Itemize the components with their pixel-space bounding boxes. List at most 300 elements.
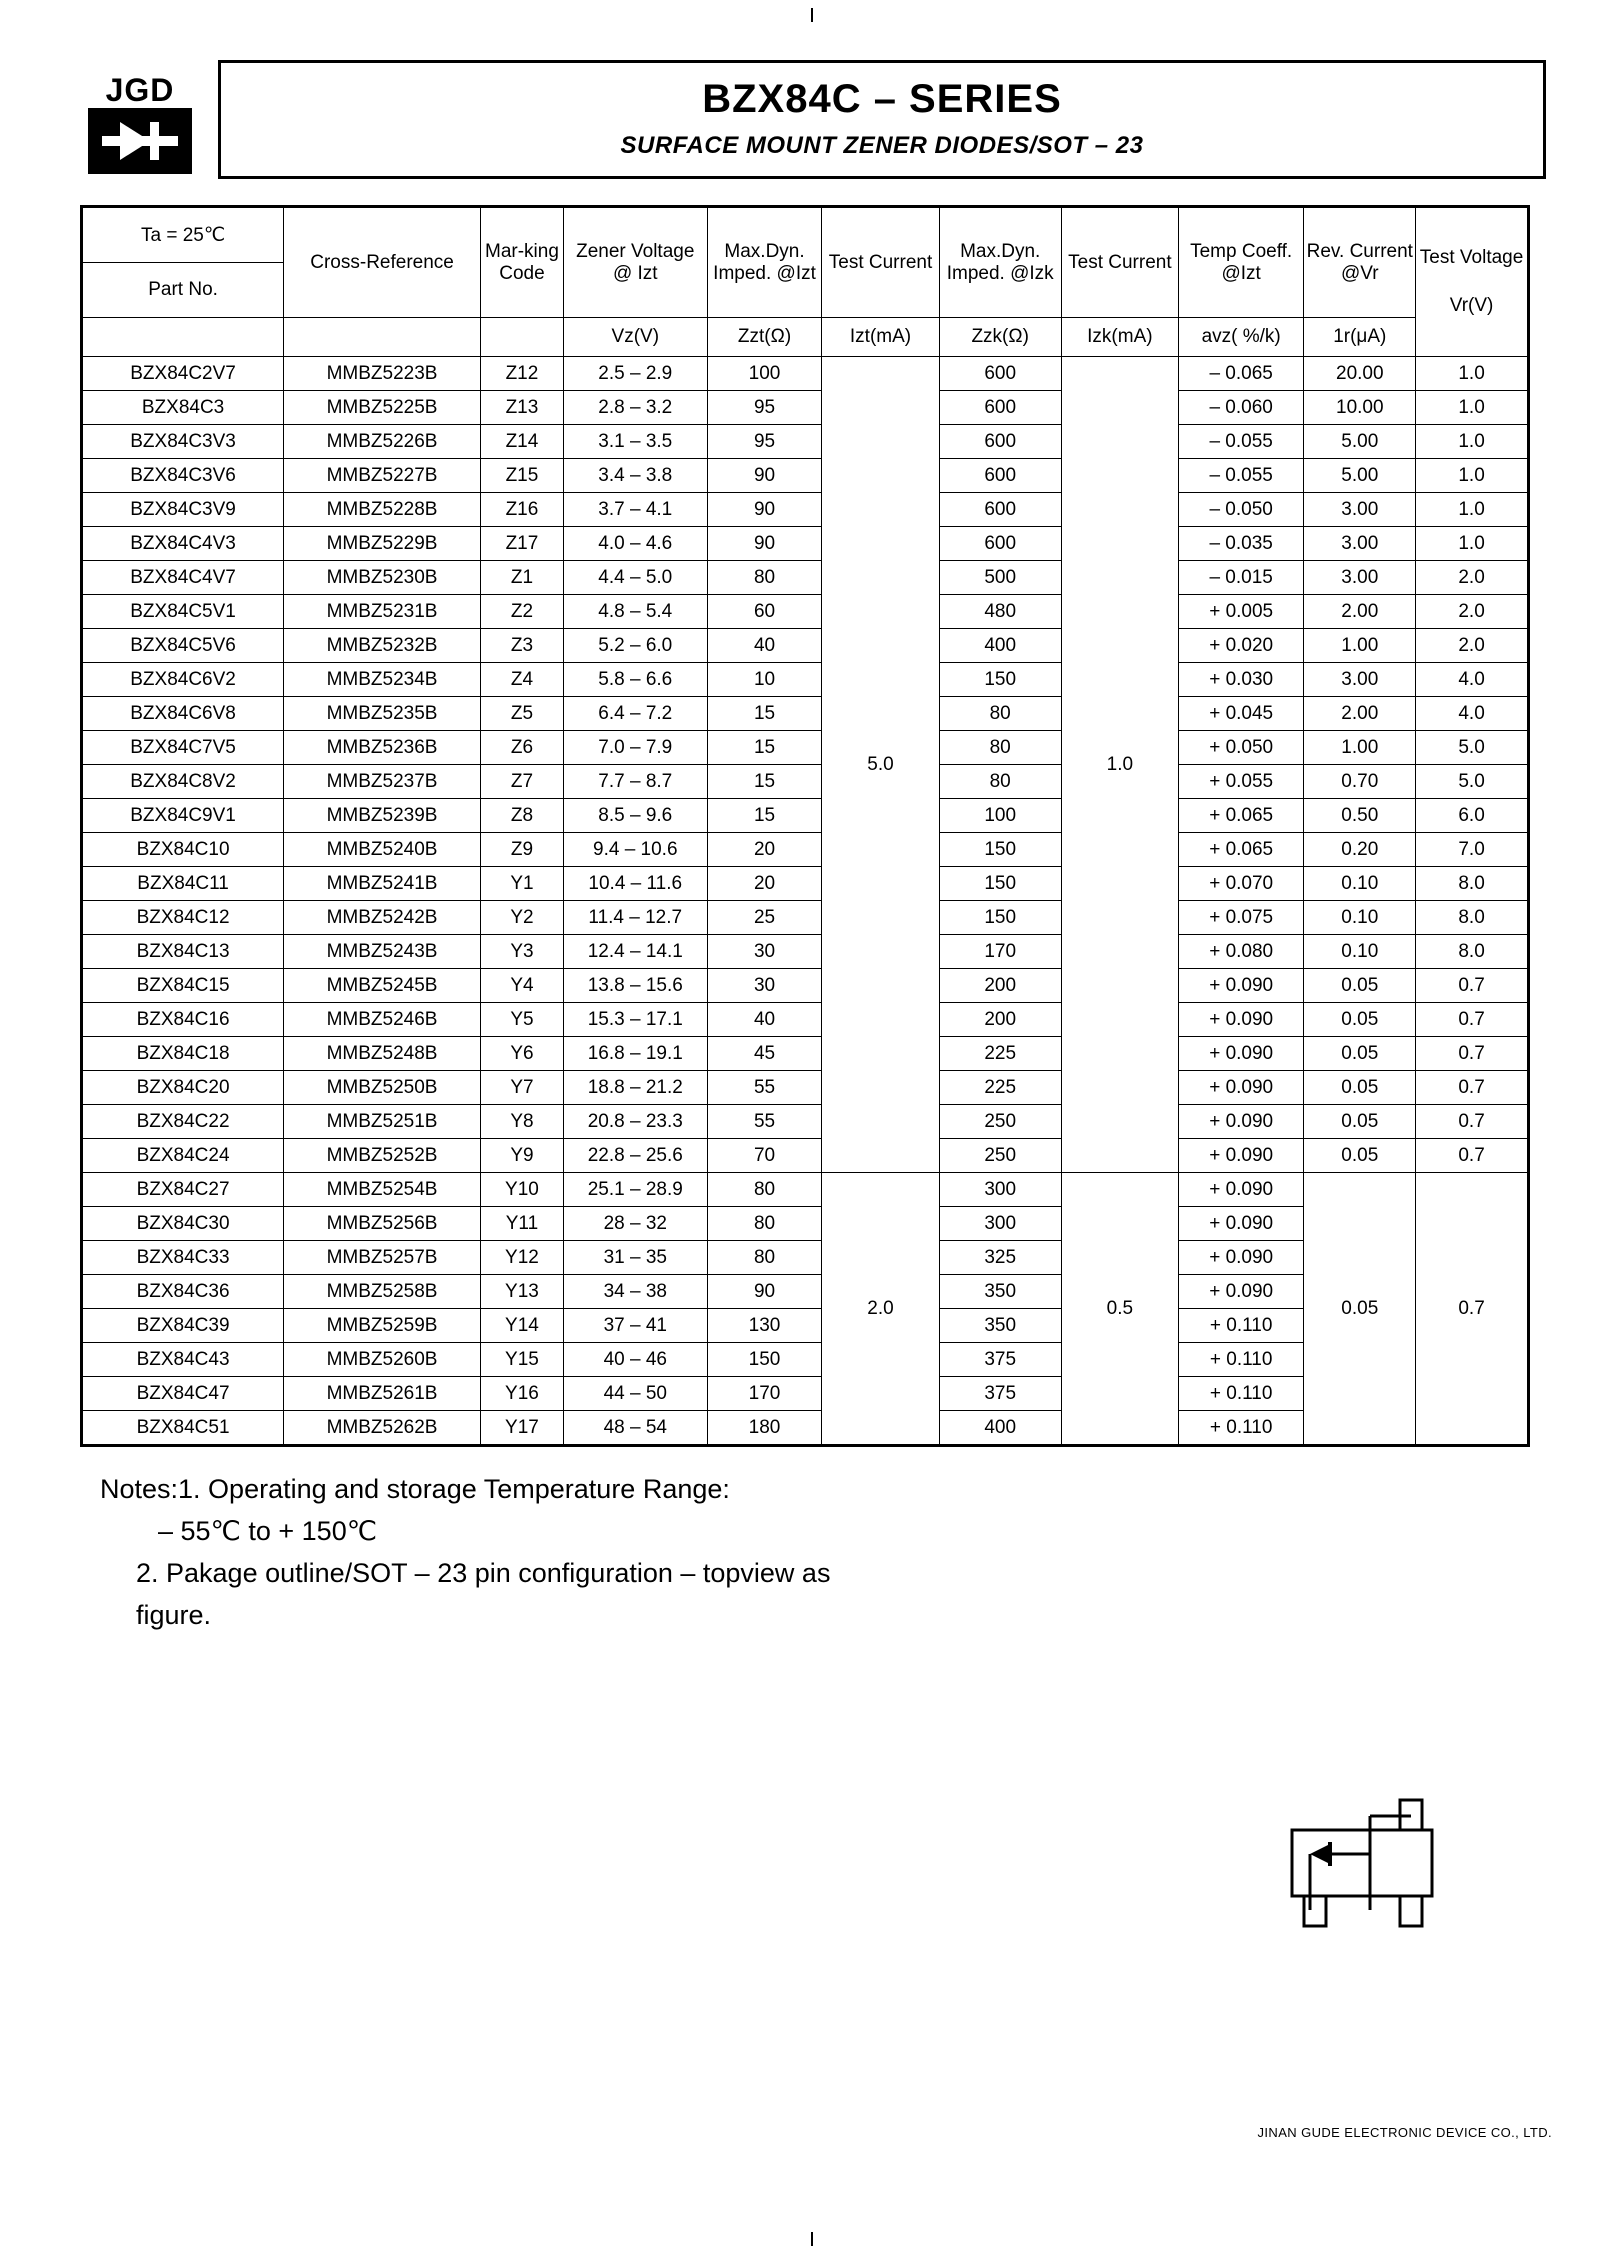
symbol-row [82, 318, 1529, 357]
cell-zzt: 150 [707, 1343, 822, 1377]
cell-part-no: BZX84C12 [82, 901, 284, 935]
title-block [218, 60, 1546, 179]
cell-part-no: BZX84C3V9 [82, 493, 284, 527]
cell-zzt: 55 [707, 1105, 822, 1139]
cell-zener-voltage: 34 – 38 [563, 1275, 707, 1309]
header-marking-code: Mar-king Code [480, 207, 563, 318]
cell-part-no: BZX84C10 [82, 833, 284, 867]
cell-part-no: BZX84C15 [82, 969, 284, 1003]
cell-rev-current: 3.00 [1304, 527, 1416, 561]
cell-test-voltage: 4.0 [1416, 697, 1529, 731]
cell-part-no: BZX84C3V6 [82, 459, 284, 493]
cell-cross-reference: MMBZ5237B [284, 765, 481, 799]
cell-marking-code: Y4 [480, 969, 563, 1003]
cell-part-no: BZX84C33 [82, 1241, 284, 1275]
cell-test-voltage: 1.0 [1416, 425, 1529, 459]
cell-cross-reference: MMBZ5234B [284, 663, 481, 697]
cell-zzt: 170 [707, 1377, 822, 1411]
cell-marking-code: Y3 [480, 935, 563, 969]
cell-zener-voltage: 15.3 – 17.1 [563, 1003, 707, 1037]
cell-marking-code: Z7 [480, 765, 563, 799]
table-row [82, 1173, 1529, 1207]
page-title: BZX84C – SERIES [702, 77, 1062, 121]
cell-rev-current: 0.05 [1304, 969, 1416, 1003]
cell-temp-coeff: + 0.070 [1178, 867, 1304, 901]
cell-test-voltage: 1.0 [1416, 493, 1529, 527]
cell-zzk: 150 [939, 833, 1061, 867]
cell-marking-code: Y11 [480, 1207, 563, 1241]
cell-zener-voltage: 28 – 32 [563, 1207, 707, 1241]
cell-temp-coeff: + 0.110 [1178, 1411, 1304, 1446]
cell-zener-voltage: 31 – 35 [563, 1241, 707, 1275]
cell-zener-voltage: 13.8 – 15.6 [563, 969, 707, 1003]
cell-zzt: 180 [707, 1411, 822, 1446]
cell-zzk: 400 [939, 629, 1061, 663]
cell-test-current-izk: 0.5 [1061, 1173, 1178, 1446]
cell-zzk: 250 [939, 1139, 1061, 1173]
cell-test-voltage: 0.7 [1416, 1071, 1529, 1105]
cell-temp-coeff: + 0.110 [1178, 1309, 1304, 1343]
cell-zzt: 15 [707, 731, 822, 765]
cell-part-no: BZX84C9V1 [82, 799, 284, 833]
cell-cross-reference: MMBZ5246B [284, 1003, 481, 1037]
cell-zzt: 90 [707, 459, 822, 493]
symbol-ir: 1r(μA) [1304, 318, 1416, 357]
cell-temp-coeff: + 0.065 [1178, 799, 1304, 833]
cell-zzt: 95 [707, 391, 822, 425]
cell-zzk: 300 [939, 1173, 1061, 1207]
header-max-dyn-imped-izt: Max.Dyn. Imped. @Izt [707, 207, 822, 318]
cell-test-voltage: 5.0 [1416, 731, 1529, 765]
cell-marking-code: Y8 [480, 1105, 563, 1139]
cell-zener-voltage: 22.8 – 25.6 [563, 1139, 707, 1173]
page-subtitle: SURFACE MOUNT ZENER DIODES/SOT – 23 [620, 132, 1144, 159]
table-row [82, 1003, 1529, 1037]
cell-zzk: 200 [939, 969, 1061, 1003]
cell-rev-current: 0.70 [1304, 765, 1416, 799]
cell-test-voltage: 0.7 [1416, 1105, 1529, 1139]
header-max-dyn-imped-izk: Max.Dyn. Imped. @Izk [939, 207, 1061, 318]
cell-rev-current: 0.10 [1304, 901, 1416, 935]
header-test-voltage-label: Test Voltage [1419, 247, 1524, 269]
cell-part-no: BZX84C51 [82, 1411, 284, 1446]
cell-temp-coeff: – 0.050 [1178, 493, 1304, 527]
cell-test-current-izt: 2.0 [822, 1173, 939, 1446]
cell-rev-current: 2.00 [1304, 697, 1416, 731]
cell-marking-code: Y15 [480, 1343, 563, 1377]
cell-cross-reference: MMBZ5254B [284, 1173, 481, 1207]
cell-zzt: 45 [707, 1037, 822, 1071]
cell-marking-code: Z9 [480, 833, 563, 867]
table-row [82, 1105, 1529, 1139]
cell-cross-reference: MMBZ5262B [284, 1411, 481, 1446]
cell-cross-reference: MMBZ5245B [284, 969, 481, 1003]
cell-cross-reference: MMBZ5229B [284, 527, 481, 561]
cell-zzk: 600 [939, 527, 1061, 561]
table-row [82, 357, 1529, 391]
cell-temp-coeff: – 0.055 [1178, 459, 1304, 493]
cell-temp-coeff: + 0.110 [1178, 1343, 1304, 1377]
symbol-code-blank [480, 318, 563, 357]
cell-part-no: BZX84C2V7 [82, 357, 284, 391]
cell-zzk: 325 [939, 1241, 1061, 1275]
cell-zener-voltage: 40 – 46 [563, 1343, 707, 1377]
table-row [82, 1139, 1529, 1173]
cell-zener-voltage: 4.4 – 5.0 [563, 561, 707, 595]
cell-zzk: 375 [939, 1377, 1061, 1411]
cell-cross-reference: MMBZ5260B [284, 1343, 481, 1377]
cell-zzk: 100 [939, 799, 1061, 833]
cell-marking-code: Z13 [480, 391, 563, 425]
cell-zzt: 80 [707, 1241, 822, 1275]
cell-zzt: 15 [707, 765, 822, 799]
cell-zzk: 300 [939, 1207, 1061, 1241]
company-logo [80, 60, 200, 179]
cell-temp-coeff: + 0.050 [1178, 731, 1304, 765]
cell-test-current-izt: 5.0 [822, 357, 939, 1173]
cell-marking-code: Z1 [480, 561, 563, 595]
cell-zener-voltage: 48 – 54 [563, 1411, 707, 1446]
cell-test-voltage: 8.0 [1416, 867, 1529, 901]
cell-temp-coeff: + 0.090 [1178, 1173, 1304, 1207]
cell-rev-current: 0.05 [1304, 1173, 1416, 1446]
header-zener-voltage: Zener Voltage @ Izt [563, 207, 707, 318]
notes-block [100, 1469, 1200, 1636]
symbol-cross-blank [284, 318, 481, 357]
cell-zener-voltage: 5.2 – 6.0 [563, 629, 707, 663]
cell-test-voltage: 7.0 [1416, 833, 1529, 867]
cell-temp-coeff: – 0.060 [1178, 391, 1304, 425]
cell-part-no: BZX84C20 [82, 1071, 284, 1105]
cell-cross-reference: MMBZ5226B [284, 425, 481, 459]
note-line-4: figure. [136, 1599, 212, 1630]
cell-zener-voltage: 20.8 – 23.3 [563, 1105, 707, 1139]
cell-temp-coeff: + 0.090 [1178, 1139, 1304, 1173]
cell-test-voltage: 1.0 [1416, 459, 1529, 493]
cell-part-no: BZX84C18 [82, 1037, 284, 1071]
cell-test-voltage: 8.0 [1416, 935, 1529, 969]
cell-cross-reference: MMBZ5231B [284, 595, 481, 629]
cell-zener-voltage: 8.5 – 9.6 [563, 799, 707, 833]
table-row [82, 901, 1529, 935]
cell-zzt: 15 [707, 697, 822, 731]
cell-part-no: BZX84C36 [82, 1275, 284, 1309]
cell-temp-coeff: + 0.090 [1178, 1003, 1304, 1037]
header-rev-current: Rev. Current @Vr [1304, 207, 1416, 318]
cell-cross-reference: MMBZ5240B [284, 833, 481, 867]
cell-part-no: BZX84C13 [82, 935, 284, 969]
cell-zener-voltage: 3.7 – 4.1 [563, 493, 707, 527]
cell-zzk: 350 [939, 1275, 1061, 1309]
cell-marking-code: Y12 [480, 1241, 563, 1275]
cell-zzk: 600 [939, 459, 1061, 493]
cell-part-no: BZX84C7V5 [82, 731, 284, 765]
cell-temp-coeff: + 0.065 [1178, 833, 1304, 867]
symbol-vr: Vr(V) [1449, 295, 1494, 316]
cell-marking-code: Z8 [480, 799, 563, 833]
cell-zener-voltage: 4.0 – 4.6 [563, 527, 707, 561]
cell-cross-reference: MMBZ5250B [284, 1071, 481, 1105]
cell-temp-coeff: – 0.015 [1178, 561, 1304, 595]
cell-part-no: BZX84C11 [82, 867, 284, 901]
cell-zzk: 600 [939, 391, 1061, 425]
cell-temp-coeff: + 0.090 [1178, 1071, 1304, 1105]
table-row [82, 493, 1529, 527]
footer-company: JINAN GUDE ELECTRONIC DEVICE CO., LTD. [1257, 2125, 1552, 2140]
cell-zzk: 80 [939, 731, 1061, 765]
cell-test-voltage: 8.0 [1416, 901, 1529, 935]
cell-cross-reference: MMBZ5235B [284, 697, 481, 731]
cell-cross-reference: MMBZ5223B [284, 357, 481, 391]
logo-text: JGD [105, 72, 175, 108]
header-part-no: Part No. [82, 263, 284, 318]
cell-zzt: 100 [707, 357, 822, 391]
table-row [82, 425, 1529, 459]
cell-test-voltage: 0.7 [1416, 1173, 1529, 1446]
cell-temp-coeff: + 0.075 [1178, 901, 1304, 935]
cell-marking-code: Y6 [480, 1037, 563, 1071]
note-line-2: – 55℃ to + 150℃ [158, 1515, 378, 1546]
cell-part-no: BZX84C47 [82, 1377, 284, 1411]
logo-diode-icon [88, 108, 192, 174]
cell-temp-coeff: + 0.090 [1178, 1105, 1304, 1139]
cell-zener-voltage: 37 – 41 [563, 1309, 707, 1343]
cell-cross-reference: MMBZ5248B [284, 1037, 481, 1071]
cell-test-voltage: 1.0 [1416, 391, 1529, 425]
cell-zener-voltage: 4.8 – 5.4 [563, 595, 707, 629]
cell-temp-coeff: + 0.080 [1178, 935, 1304, 969]
cell-part-no: BZX84C4V3 [82, 527, 284, 561]
cell-marking-code: Z5 [480, 697, 563, 731]
cell-zzt: 80 [707, 1207, 822, 1241]
top-registration-tick [811, 8, 813, 22]
cell-rev-current: 20.00 [1304, 357, 1416, 391]
cell-marking-code: Z15 [480, 459, 563, 493]
cell-cross-reference: MMBZ5236B [284, 731, 481, 765]
cell-zzk: 250 [939, 1105, 1061, 1139]
table-row [82, 731, 1529, 765]
header-temperature: Ta = 25℃ [82, 207, 284, 263]
table-body [82, 357, 1529, 1446]
cell-zener-voltage: 11.4 – 12.7 [563, 901, 707, 935]
cell-part-no: BZX84C6V8 [82, 697, 284, 731]
cell-zzk: 80 [939, 697, 1061, 731]
cell-part-no: BZX84C3 [82, 391, 284, 425]
cell-temp-coeff: + 0.090 [1178, 1275, 1304, 1309]
cell-cross-reference: MMBZ5257B [284, 1241, 481, 1275]
cell-zzk: 480 [939, 595, 1061, 629]
table-row [82, 527, 1529, 561]
cell-test-voltage: 0.7 [1416, 1037, 1529, 1071]
table-row [82, 561, 1529, 595]
cell-marking-code: Z12 [480, 357, 563, 391]
table-row [82, 697, 1529, 731]
cell-rev-current: 0.10 [1304, 867, 1416, 901]
cell-part-no: BZX84C8V2 [82, 765, 284, 799]
cell-rev-current: 0.05 [1304, 1071, 1416, 1105]
header-test-current-izt: Test Current [822, 207, 939, 318]
cell-zzt: 90 [707, 493, 822, 527]
cell-temp-coeff: + 0.045 [1178, 697, 1304, 731]
cell-zener-voltage: 44 – 50 [563, 1377, 707, 1411]
cell-test-voltage: 0.7 [1416, 969, 1529, 1003]
cell-zzt: 70 [707, 1139, 822, 1173]
cell-test-voltage: 0.7 [1416, 1003, 1529, 1037]
cell-zzk: 150 [939, 663, 1061, 697]
cell-zener-voltage: 2.5 – 2.9 [563, 357, 707, 391]
cell-zzk: 600 [939, 493, 1061, 527]
cell-temp-coeff: + 0.110 [1178, 1377, 1304, 1411]
cell-part-no: BZX84C6V2 [82, 663, 284, 697]
cell-test-voltage: 5.0 [1416, 765, 1529, 799]
symbol-zzt: Zzt(Ω) [707, 318, 822, 357]
cell-marking-code: Z14 [480, 425, 563, 459]
cell-marking-code: Z17 [480, 527, 563, 561]
cell-temp-coeff: – 0.035 [1178, 527, 1304, 561]
cell-marking-code: Z2 [480, 595, 563, 629]
cell-marking-code: Z3 [480, 629, 563, 663]
cell-test-voltage: 1.0 [1416, 357, 1529, 391]
cell-cross-reference: MMBZ5241B [284, 867, 481, 901]
cell-part-no: BZX84C24 [82, 1139, 284, 1173]
cell-part-no: BZX84C5V6 [82, 629, 284, 663]
cell-cross-reference: MMBZ5251B [284, 1105, 481, 1139]
cell-rev-current: 0.05 [1304, 1105, 1416, 1139]
cell-zzt: 60 [707, 595, 822, 629]
cell-cross-reference: MMBZ5252B [284, 1139, 481, 1173]
cell-cross-reference: MMBZ5243B [284, 935, 481, 969]
document-header [80, 60, 1562, 179]
symbol-tc: avz( %/k) [1178, 318, 1304, 357]
cell-marking-code: Y13 [480, 1275, 563, 1309]
cell-zzt: 25 [707, 901, 822, 935]
cell-marking-code: Y5 [480, 1003, 563, 1037]
cell-cross-reference: MMBZ5256B [284, 1207, 481, 1241]
cell-part-no: BZX84C16 [82, 1003, 284, 1037]
header-test-voltage [1416, 207, 1529, 357]
cell-test-voltage: 2.0 [1416, 629, 1529, 663]
sot23-package-figure [1252, 1792, 1492, 1942]
cell-marking-code: Y16 [480, 1377, 563, 1411]
cell-zzk: 150 [939, 901, 1061, 935]
cell-zzt: 20 [707, 833, 822, 867]
cell-zener-voltage: 3.1 – 3.5 [563, 425, 707, 459]
cell-zzt: 80 [707, 561, 822, 595]
cell-part-no: BZX84C3V3 [82, 425, 284, 459]
cell-rev-current: 5.00 [1304, 425, 1416, 459]
header-test-current-izk: Test Current [1061, 207, 1178, 318]
cell-marking-code: Z4 [480, 663, 563, 697]
cell-temp-coeff: + 0.090 [1178, 969, 1304, 1003]
cell-test-voltage: 2.0 [1416, 595, 1529, 629]
cell-zzk: 225 [939, 1037, 1061, 1071]
cell-temp-coeff: + 0.090 [1178, 1207, 1304, 1241]
cell-rev-current: 1.00 [1304, 629, 1416, 663]
cell-zzk: 400 [939, 1411, 1061, 1446]
cell-marking-code: Y17 [480, 1411, 563, 1446]
table-row [82, 595, 1529, 629]
cell-rev-current: 3.00 [1304, 561, 1416, 595]
cell-zzt: 20 [707, 867, 822, 901]
cell-cross-reference: MMBZ5259B [284, 1309, 481, 1343]
cell-zener-voltage: 6.4 – 7.2 [563, 697, 707, 731]
cell-part-no: BZX84C4V7 [82, 561, 284, 595]
cell-zener-voltage: 5.8 – 6.6 [563, 663, 707, 697]
cell-marking-code: Y1 [480, 867, 563, 901]
cell-temp-coeff: – 0.065 [1178, 357, 1304, 391]
cell-test-current-izk: 1.0 [1061, 357, 1178, 1173]
cell-rev-current: 0.05 [1304, 1003, 1416, 1037]
cell-zener-voltage: 3.4 – 3.8 [563, 459, 707, 493]
cell-zener-voltage: 7.7 – 8.7 [563, 765, 707, 799]
cell-zzk: 200 [939, 1003, 1061, 1037]
cell-rev-current: 5.00 [1304, 459, 1416, 493]
cell-zzt: 130 [707, 1309, 822, 1343]
header-temp-coeff: Temp Coeff. @Izt [1178, 207, 1304, 318]
cell-part-no: BZX84C39 [82, 1309, 284, 1343]
cell-marking-code: Z16 [480, 493, 563, 527]
cell-part-no: BZX84C27 [82, 1173, 284, 1207]
cell-zzt: 30 [707, 935, 822, 969]
cell-zzt: 55 [707, 1071, 822, 1105]
cell-zener-voltage: 2.8 – 3.2 [563, 391, 707, 425]
cell-temp-coeff: + 0.030 [1178, 663, 1304, 697]
cell-rev-current: 0.05 [1304, 1037, 1416, 1071]
cell-zener-voltage: 18.8 – 21.2 [563, 1071, 707, 1105]
cell-cross-reference: MMBZ5228B [284, 493, 481, 527]
cell-cross-reference: MMBZ5230B [284, 561, 481, 595]
table-row [82, 391, 1529, 425]
cell-test-voltage: 2.0 [1416, 561, 1529, 595]
cell-marking-code: Y7 [480, 1071, 563, 1105]
cell-zzk: 225 [939, 1071, 1061, 1105]
cell-rev-current: 0.20 [1304, 833, 1416, 867]
cell-zzt: 40 [707, 1003, 822, 1037]
table-row [82, 765, 1529, 799]
cell-zener-voltage: 9.4 – 10.6 [563, 833, 707, 867]
cell-marking-code: Y10 [480, 1173, 563, 1207]
cell-temp-coeff: + 0.005 [1178, 595, 1304, 629]
cell-cross-reference: MMBZ5227B [284, 459, 481, 493]
cell-temp-coeff: – 0.055 [1178, 425, 1304, 459]
note-line-3: 2. Pakage outline/SOT – 23 pin configuration – topview as [136, 1557, 831, 1588]
cell-marking-code: Y14 [480, 1309, 563, 1343]
table-head [82, 207, 1529, 357]
cell-zzt: 90 [707, 1275, 822, 1309]
cell-rev-current: 0.10 [1304, 935, 1416, 969]
cell-zzt: 95 [707, 425, 822, 459]
specification-table [80, 205, 1530, 1447]
symbol-izt: Izt(mA) [822, 318, 939, 357]
cell-zzk: 500 [939, 561, 1061, 595]
cell-zzt: 30 [707, 969, 822, 1003]
cell-cross-reference: MMBZ5258B [284, 1275, 481, 1309]
table-row [82, 1037, 1529, 1071]
cell-zzt: 10 [707, 663, 822, 697]
symbol-zzk: Zzk(Ω) [939, 318, 1061, 357]
table-row [82, 833, 1529, 867]
cell-rev-current: 0.50 [1304, 799, 1416, 833]
cell-part-no: BZX84C22 [82, 1105, 284, 1139]
table-row [82, 969, 1529, 1003]
cell-test-voltage: 0.7 [1416, 1139, 1529, 1173]
cell-zzk: 350 [939, 1309, 1061, 1343]
cell-rev-current: 3.00 [1304, 663, 1416, 697]
cell-zener-voltage: 12.4 – 14.1 [563, 935, 707, 969]
cell-cross-reference: MMBZ5239B [284, 799, 481, 833]
symbol-partno-blank [82, 318, 284, 357]
symbol-izk: Izk(mA) [1061, 318, 1178, 357]
